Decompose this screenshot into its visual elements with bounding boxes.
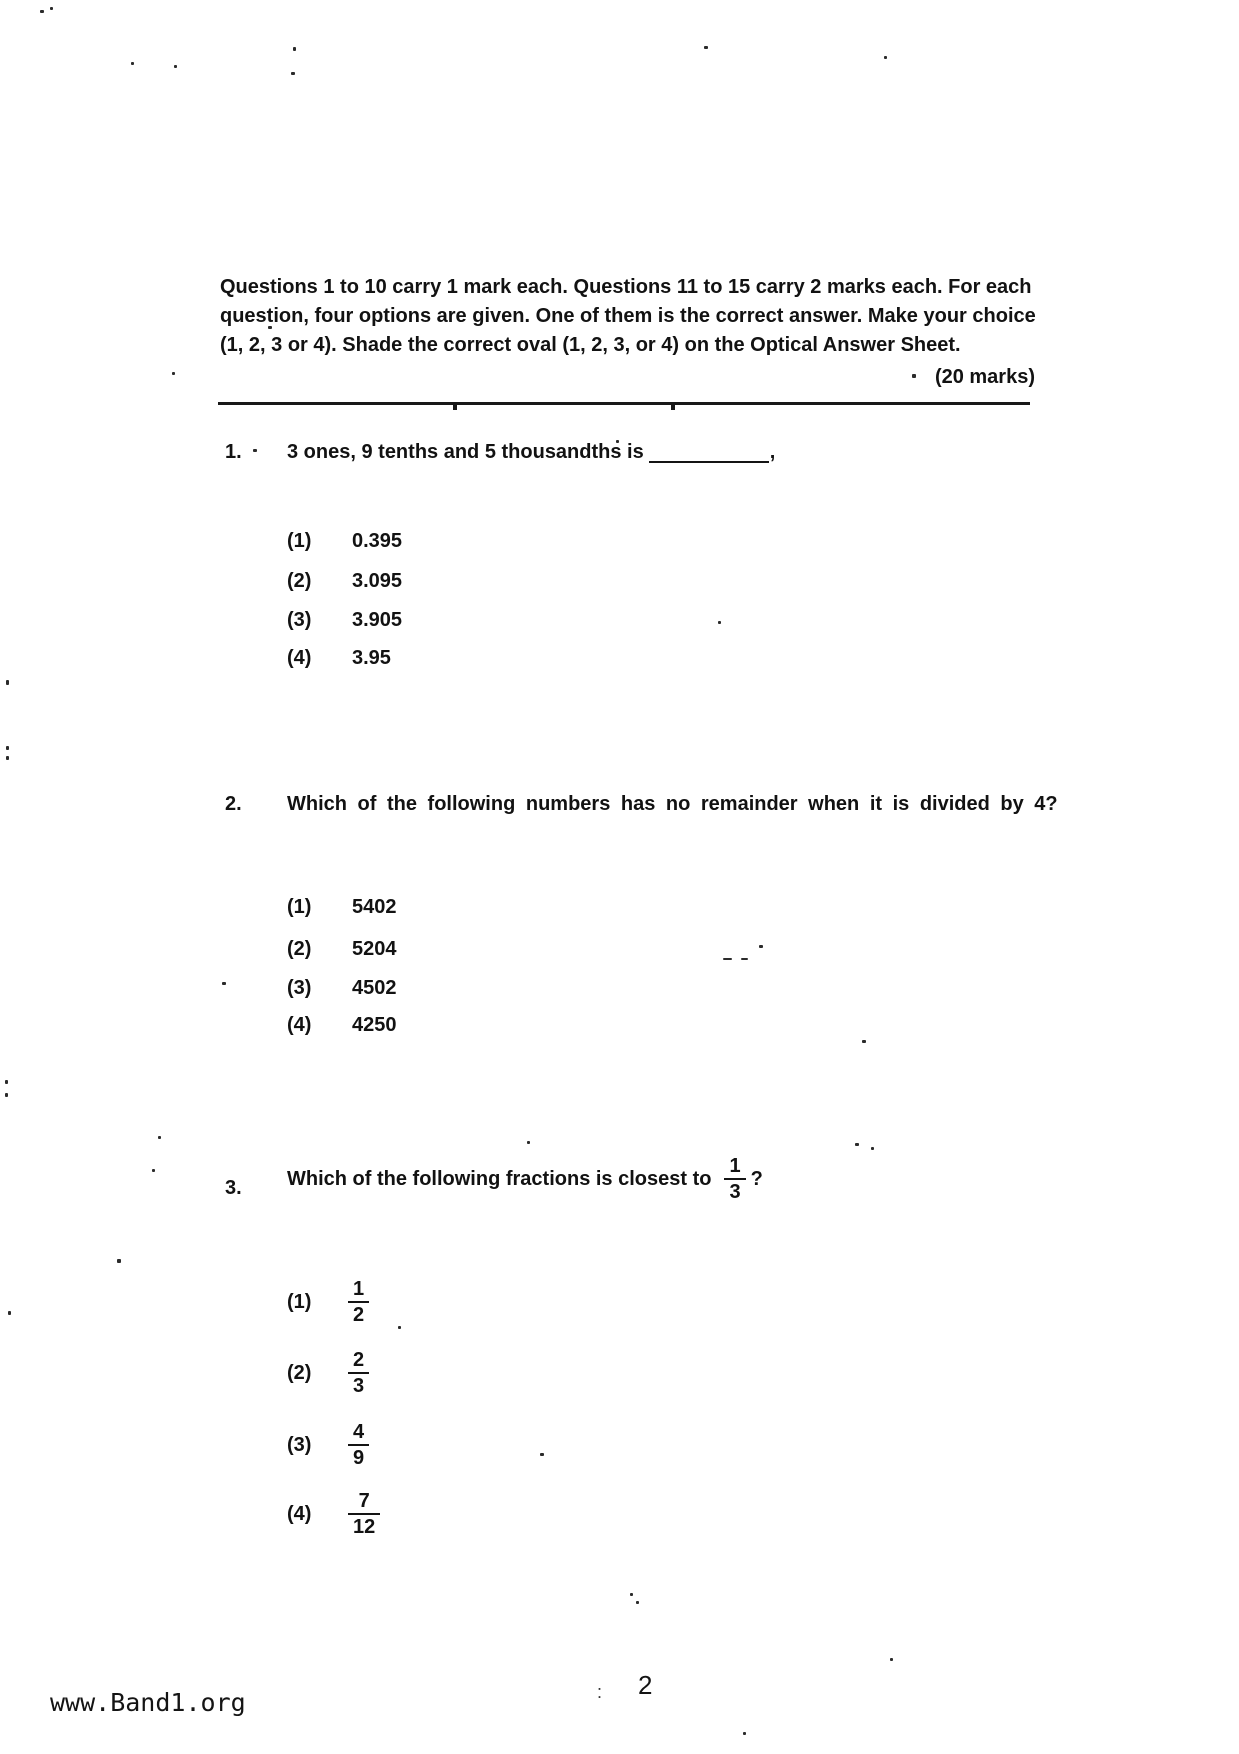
question-text — [287, 440, 775, 465]
marks-note: (20 marks) — [934, 366, 1035, 388]
option-row — [287, 646, 391, 671]
scan-speckle — [117, 1259, 121, 1263]
option-fraction — [348, 1348, 369, 1398]
option-value: 3.905 — [352, 609, 403, 631]
option-label: (4) — [287, 647, 312, 669]
option-label: (1) — [287, 530, 312, 552]
option-label: (2) — [287, 1361, 312, 1384]
scan-speckle — [741, 958, 748, 960]
option-row — [287, 1417, 369, 1473]
scan-speckle — [40, 10, 44, 13]
scan-speckle — [222, 982, 226, 985]
scan-speckle — [855, 1143, 859, 1146]
scan-speckle — [158, 1136, 161, 1139]
option-row — [287, 569, 402, 594]
fraction-numerator: 4 — [353, 1421, 365, 1443]
fraction-denominator: 12 — [348, 1513, 380, 1539]
option-label: (1) — [287, 896, 312, 918]
option-fraction — [348, 1420, 369, 1470]
question-number: 1. — [225, 441, 242, 463]
scan-speckle — [527, 1141, 530, 1144]
question-number: 2. — [225, 793, 242, 815]
scan-speckle — [291, 72, 295, 75]
scan-speckle — [743, 1732, 746, 1735]
fraction — [724, 1154, 745, 1204]
scan-speckle — [704, 46, 708, 49]
watermark: www.Band1.org — [50, 1688, 246, 1717]
option-value: 4250 — [352, 1014, 397, 1036]
scan-speckle — [862, 1040, 866, 1043]
scan-speckle — [723, 958, 732, 960]
scan-speckle — [131, 62, 134, 65]
option-label: (1) — [287, 1290, 312, 1313]
option-label: (2) — [287, 570, 312, 592]
scan-speckle — [630, 1593, 633, 1596]
section-divider — [218, 402, 1030, 405]
option-label: (2) — [287, 938, 312, 960]
scan-speckle — [174, 65, 177, 68]
scan-speckle — [8, 1311, 11, 1315]
option-row — [287, 608, 402, 633]
scan-speckle — [398, 1326, 401, 1329]
fraction-numerator: 2 — [353, 1349, 365, 1371]
scan-speckle — [172, 372, 175, 375]
scan-speckle — [5, 1080, 8, 1084]
fraction-numerator: 1 — [729, 1155, 741, 1177]
fraction-denominator: 3 — [724, 1178, 745, 1204]
scan-speckle — [6, 680, 9, 685]
answer-blank — [649, 461, 769, 463]
option-row — [287, 529, 402, 554]
instructions-line-3: (1, 2, 3 or 4). Shade the correct oval (1, 2, 3, or 4) on the Optical Answer Sheet. — [220, 334, 961, 356]
divider-tick — [453, 405, 457, 410]
option-label: (4) — [287, 1014, 312, 1036]
fraction-numerator: 7 — [358, 1490, 370, 1512]
scan-speckle — [636, 1601, 639, 1604]
option-value: 0.395 — [352, 530, 403, 552]
option-row — [287, 1013, 397, 1038]
fraction-numerator: 1 — [353, 1278, 365, 1300]
option-value: 4502 — [352, 977, 397, 999]
scan-speckle — [253, 449, 257, 452]
option-fraction — [348, 1489, 380, 1539]
question-text — [287, 1148, 763, 1210]
divider-tick — [671, 405, 675, 410]
option-row — [287, 976, 397, 1001]
scan-speckle — [293, 47, 296, 51]
scan-speckle — [50, 7, 53, 10]
option-value: 3.95 — [352, 647, 391, 669]
scan-speckle — [718, 621, 721, 624]
instructions-line-2: question, four options are given. One of them is the correct answer. Make your choice — [220, 305, 1036, 327]
fraction-denominator: 2 — [348, 1301, 369, 1327]
option-label: (3) — [287, 977, 312, 999]
scan-speckle — [890, 1658, 893, 1661]
scan-speckle — [152, 1169, 155, 1172]
footer-separator: : — [597, 1682, 603, 1702]
scan-speckle — [884, 56, 887, 59]
option-fraction — [348, 1277, 369, 1327]
question-number: 3. — [225, 1177, 242, 1199]
scan-speckle — [5, 1093, 8, 1097]
instructions-line-1: Questions 1 to 10 carry 1 mark each. Questions 11 to 15 carry 2 marks each. For each — [220, 276, 1032, 298]
page-number: 2 — [638, 1670, 653, 1700]
scan-speckle — [540, 1453, 544, 1456]
question-text-body: 3 ones, 9 tenths and 5 thousandths is — [287, 441, 644, 463]
question-text-body: Which of the following fractions is closest to — [287, 1167, 712, 1190]
option-label: (4) — [287, 1502, 312, 1525]
scan-speckle — [6, 746, 9, 750]
option-value: 5402 — [352, 896, 397, 918]
scan-speckle — [871, 1147, 874, 1150]
option-value: 5204 — [352, 938, 397, 960]
option-row — [287, 1345, 369, 1401]
fraction-denominator: 9 — [348, 1444, 369, 1470]
scan-speckle — [6, 756, 9, 760]
fraction-denominator: 3 — [348, 1372, 369, 1398]
option-label: (3) — [287, 609, 312, 631]
scan-speckle — [759, 945, 763, 948]
blank-suffix: , — [769, 441, 776, 463]
option-row — [287, 895, 397, 920]
option-row — [287, 1486, 380, 1542]
option-value: 3.095 — [352, 570, 403, 592]
question-text: Which of the following numbers has no remainder when it is divided by 4? — [287, 793, 1058, 815]
option-row — [287, 937, 397, 962]
question-suffix: ? — [750, 1167, 763, 1190]
option-row — [287, 1274, 369, 1330]
option-label: (3) — [287, 1433, 312, 1456]
